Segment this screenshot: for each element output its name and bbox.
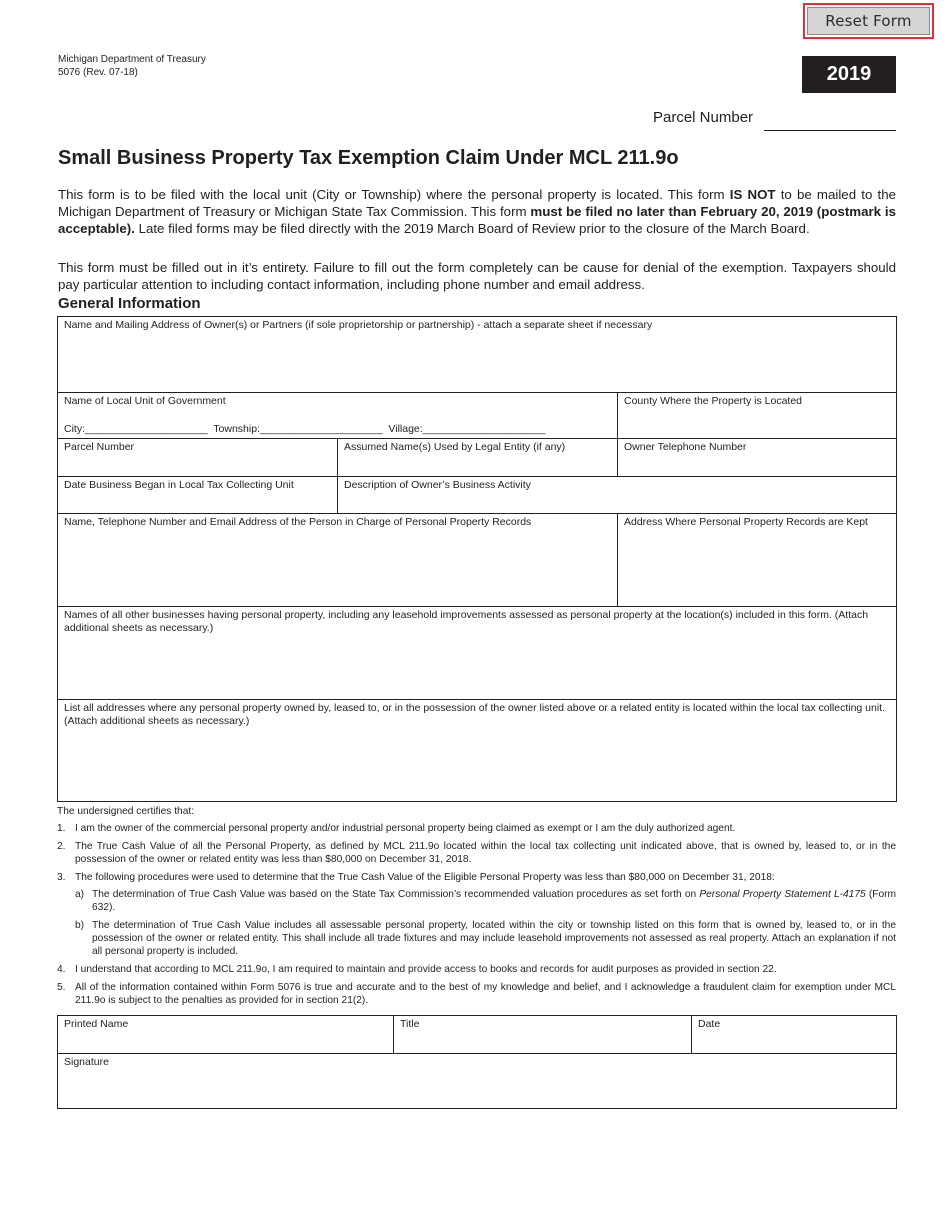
person-in-charge-label: Name, Telephone Number and Email Address of the Person in Charge of Personal Property Records	[64, 516, 532, 528]
general-information-grid	[57, 316, 897, 802]
date-label: Date	[698, 1018, 721, 1030]
assumed-names-label: Assumed Name(s) Used by Legal Entity (if any)	[344, 441, 566, 453]
owner-address-field[interactable]	[58, 317, 896, 392]
parcel-number-cell[interactable]	[58, 438, 337, 476]
intro-emphasis-not: IS NOT	[729, 187, 776, 202]
tax-year-badge: 2019	[802, 56, 896, 93]
local-unit-label: Name of Local Unit of Government	[64, 395, 226, 407]
cert-item-text: The following procedures were used to determine that the True Cash Value of the Eligible Personal Property was less than $80,000 on December 31, 2018:	[75, 872, 775, 883]
business-activity-label: Description of Owner’s Business Activity	[344, 479, 531, 491]
county-field[interactable]	[617, 392, 896, 438]
cert-sub-label: b)	[75, 920, 85, 931]
all-addresses-label: List all addresses where any personal property owned by, leased to, or in the possession of the owner listed above or a related entity is located within the local tax collecting unit. (Attach additional sheets as necessary.)	[64, 702, 886, 727]
department-name: Michigan Department of Treasury	[58, 54, 206, 65]
cert-item-text: I am the owner of the commercial personal property and/or industrial personal property being claimed as exempt or I am the duly authorized agent.	[75, 823, 736, 834]
cert-sub-text-part: The determination of True Cash Value was based on the State Tax Commission’s recommended valuation procedures as set forth on	[92, 889, 700, 900]
cert-item-number: 4.	[57, 964, 66, 975]
other-businesses-label: Names of all other businesses having personal property, including any leasehold improvements assessed as personal property at the location(s) included in this form. (Attach additional sheets as necessary.)	[64, 609, 869, 634]
owner-phone-label: Owner Telephone Number	[624, 441, 747, 453]
cert-sub-text-part: (Form 632).	[92, 889, 897, 913]
cert-sub-text	[92, 888, 896, 914]
cert-item-3a	[57, 888, 896, 914]
general-information-heading: General Information	[58, 295, 201, 312]
cert-sub-form-ref: Personal Property Statement L-4175	[699, 889, 866, 900]
title-label: Title	[400, 1018, 420, 1030]
records-address-field[interactable]	[617, 513, 896, 606]
cert-sub-text: The determination of True Cash Value includes all assessable personal property, located within the city or township listed on this form that is owned by, leased to, or in the possession of the owner or related entity. This shall include all trade fixtures and may include leasehold improvements not assessed as real property. Attach an explanation if not all personal property is included.	[92, 920, 896, 957]
printed-name-field[interactable]	[58, 1016, 393, 1053]
intro-text: This form is to be filed with the local unit (City or Township) where the personal property is located. This form	[58, 187, 730, 202]
date-began-field[interactable]	[58, 476, 337, 513]
cert-item-text: I understand that according to MCL 211.9o, I am required to maintain and provide access to books and records for audit purposes as provided in section 22.	[75, 964, 777, 975]
certification-intro: The undersigned certifies that:	[57, 806, 195, 817]
cert-item-4	[57, 963, 896, 976]
cert-sub-label: a)	[75, 889, 85, 900]
cert-item-text: The True Cash Value of all the Personal Property, as defined by MCL 211.9o located within the local tax collecting unit indicated above, that is owned by, leased to, or in the possession of the owner or related entity was less than $80,000 on December 31, 2018.	[75, 841, 896, 865]
cert-item-1	[57, 822, 896, 835]
cert-item-text: All of the information contained within Form 5076 is true and accurate and to the best of my knowledge and belief, and I acknowledge a fraudulent claim for exemption under MCL 211.9o is subject to the penalties as provided for in section 21(2).	[75, 982, 896, 1006]
cert-item-3b	[57, 919, 896, 958]
cert-item-5	[57, 981, 896, 1007]
date-field[interactable]	[691, 1016, 896, 1053]
other-businesses-field[interactable]	[58, 606, 896, 699]
form-revision: 5076 (Rev. 07-18)	[58, 67, 138, 78]
local-unit-field[interactable]	[58, 392, 617, 438]
county-label: County Where the Property is Located	[624, 395, 803, 407]
signature-field[interactable]	[58, 1053, 896, 1108]
page-title: Small Business Property Tax Exemption Claim Under MCL 211.9o	[58, 147, 679, 169]
intro-text: Late filed forms may be filed directly with the 2019 March Board of Review prior to the closure of the March Board.	[134, 221, 810, 236]
form-header	[58, 53, 206, 79]
all-addresses-field[interactable]	[58, 699, 896, 801]
owner-phone-field[interactable]	[617, 438, 896, 476]
signature-block	[57, 1015, 897, 1109]
intro-paragraph-1	[58, 186, 896, 237]
assumed-names-field[interactable]	[337, 438, 617, 476]
intro-paragraph-2: This form must be filled out in it’s entirety. Failure to fill out the form completely can be cause for denial of the exemption. Taxpayers should pay particular attention to including contact information, including phone number and email address.	[58, 260, 896, 292]
cert-item-number: 5.	[57, 982, 66, 993]
reset-form-button[interactable]	[803, 3, 934, 39]
city-township-village-line[interactable]: City:_____________________ Township:_____________________ Village:_____________________	[64, 423, 546, 435]
intro-text: to be mailed to the Michigan Department of Treasury or Michigan State Tax Commission. This form	[58, 187, 896, 219]
person-in-charge-field[interactable]	[58, 513, 617, 606]
cert-item-number: 3.	[57, 872, 66, 883]
reset-form-label: Reset Form	[807, 7, 930, 35]
signature-label: Signature	[64, 1056, 109, 1068]
parcel-number-field[interactable]	[764, 130, 896, 131]
cert-item-number: 1.	[57, 823, 66, 834]
printed-name-label: Printed Name	[64, 1018, 129, 1030]
title-field[interactable]	[393, 1016, 691, 1053]
parcel-number-label: Parcel Number	[653, 109, 754, 126]
cert-item-2	[57, 840, 896, 866]
owner-address-label: Name and Mailing Address of Owner(s) or Partners (if sole proprietorship or partnership) - attach a separate sheet if necessary	[64, 319, 653, 331]
cert-item-number: 2.	[57, 841, 66, 852]
records-address-label: Address Where Personal Property Records are Kept	[624, 516, 868, 528]
date-began-label: Date Business Began in Local Tax Collecting Unit	[64, 479, 294, 491]
cert-item-3	[57, 871, 896, 884]
business-activity-field[interactable]	[337, 476, 896, 513]
intro-deadline: must be filed no later than February 20, 2019 (postmark is acceptable).	[58, 204, 896, 236]
parcel-number-cell-label: Parcel Number	[64, 441, 135, 453]
